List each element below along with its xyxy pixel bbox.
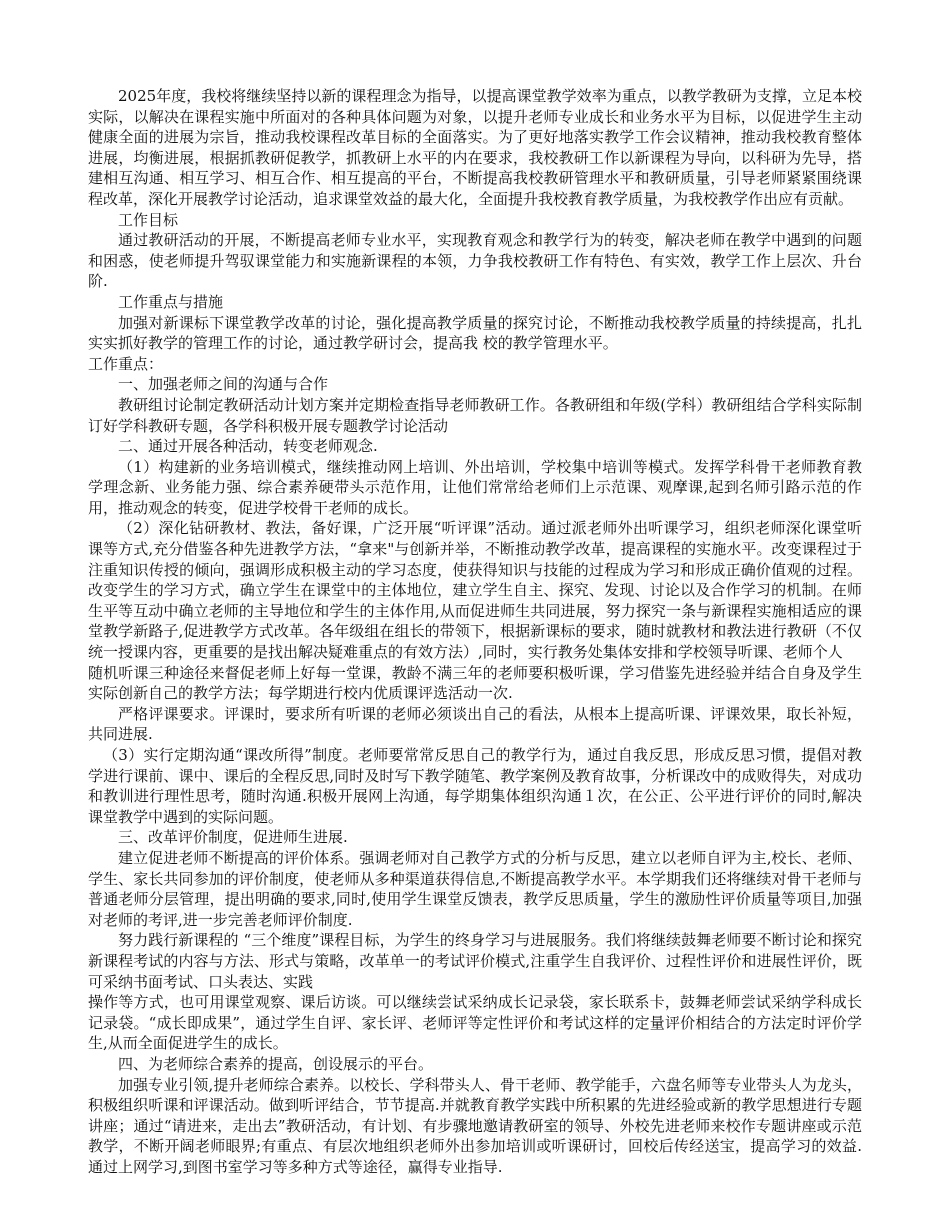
section-1-paragraph: 教研组讨论制定教研活动计划方案并定期检查指导老师教研工作。各教研组和年级(学科）教研组结合学科实际制订好学科教研专题，各学科积极开展专题教学讨论活动	[88, 395, 862, 435]
section-4-paragraph: 加强专业引领,提升老师综合素养。以校长、学科带头人、骨干老师、教学能手，六盘名师等专业带头人为龙头，积极组织听课和评课活动。做到听评结合，节节提高.并就教育教学实践中所积累的先进经验或新的教学思想进行专题讲座；通过“请进来，走出去”教研活动，有计划、有步骤地邀请教研室的领导、外校先进老师来校作专题讲座或示范教学，不断开阔老师眼界;有重点、有层次地组织老师外出参加培训或听课研讨，回校后传经送宝，提高学习的效益.通过上网学习,到图书室学习等多种方式等途径，赢得专业指导.	[88, 1075, 862, 1176]
heading-work-focus: 工作重点：	[88, 354, 164, 373]
evaluation-requirement-paragraph: 严格评课要求。评课时，要求所有听课的老师必须谈出自己的看法，从根本上提高听课、评课效果，取长补短，共同进展.	[88, 704, 862, 744]
item-2-continuation: 随机听课三种途径来督促老师上好每一堂课，教龄不满三年的老师要积极听课，学习借鉴先进经验并结合自身及学生实际创新自己的教学方法；每学期进行校内优质课评选活动一次.	[88, 663, 862, 703]
three-dimensions-continuation: 操作等方式，也可用课堂观察、课后访谈。可以继续尝试采纳成长记录袋，家长联系卡，鼓舞老师尝试采纳学科成长记录袋。“成长即成果”，通过学生自评、家长评、老师评等定性评价和考试这样的定量评价相结合的方法定时评价学生,从而全面促进学生的成长。	[88, 993, 862, 1053]
item-2-paragraph: （2）深化钻研教材、教法，备好课，广泛开展“听评课”活动。通过派老师外出听课学习，组织老师深化课堂听课等方式,充分借鉴各种先进教学方法，“拿来"与创新并举，不断推动教学改革，提高课程的实施水平。改变课程过于注重知识传授的倾向，强调形成积极主动的学习态度，使获得知识与技能的过程成为学习和形成正确价值观的过程。改变学生的学习方式，确立学生在课堂中的主体地位，建立学生自主、探究、发现、讨论以及合作学习的机制。在师生平等互动中确立老师的主导地位和学生的主体作用,从而促进师生共同进展，努力探究一条与新课程实施相适应的课堂教学新路子,促进教学方式改革。各年级组在组长的带领下，根据新课标的要求，随时就教材和教法进行教研（不仅统一授课内容，更重要的是找出解决疑难重点的有效方法）,同时，实行教务处集体安排和学校领导听课、老师个人	[88, 519, 862, 662]
key-measures-paragraph: 加强对新课标下课堂教学改革的讨论，强化提高教学质量的探究讨论，不断推动我校教学质量的持续提高，扎扎实实抓好教学的管理工作的讨论，通过教学研讨会，提高我 校的教学管理水平。	[88, 313, 862, 353]
section-4-heading: 四、为老师综合素养的提高，创设展示的平台。	[118, 1054, 434, 1073]
heading-work-goals: 工作目标	[118, 210, 179, 229]
item-1-paragraph: （1）构建新的业务培训模式，继续推动网上培训、外出培训，学校集中培训等模式。发挥学科骨干老师教育教学理念新、业务能力强、综合素养硬带头示范作用，让他们常常给老师们上示范课、观摩课,起到名师引路示范的作用，推动观念的转变，促进学校骨干老师的成长。	[88, 457, 862, 517]
section-1-heading: 一、加强老师之间的沟通与合作	[118, 375, 329, 394]
item-3-paragraph: （3）实行定期沟通“课改所得”制度。老师要常常反思自己的教学行为，通过自我反思，形成反思习惯，提倡对教学进行课前、课中、课后的全程反思,同时及时写下教学随笔、教学案例及教育故事，分析课改中的成败得失，对成功和教训进行理性思考，随时沟通.积极开展网上沟通，每学期集体组织沟通１次，在公正、公平进行评价的同时,解决课堂教学中遇到的实际问题。	[88, 746, 862, 826]
three-dimensions-paragraph: 努力践行新课程的 “三个维度”课程目标，为学生的终身学习与进展服务。我们将继续鼓舞老师要不断讨论和探究新课程考试的内容与方法、形式与策略，改革单一的考试评价模式,注重学生自我评价、过程性评价和进展性评价，既可采纳书面考试、口头表达、实践	[88, 931, 862, 991]
intro-paragraph: 2025年度，我校将继续坚持以新的课程理念为指导，以提高课堂教学效率为重点，以教学教研为支撑，立足本校实际，以解决在课程实施中所面对的各种具体问题为对象，以提升老师专业成长和业务水平为目标，以促进学生主动健康全面的进展为宗旨，推动我校课程改革目标的全面落实。为了更好地落实教学工作会议精神，推动我校教育整体进展，均衡进展，根据抓教研促教学，抓教研上水平的内在要求，我校教研工作以新课程为导向，以科研为先导，搭建相互沟通、相互学习、相互合作、相互提高的平台，不断提高我校教研管理水平和教研质量，引导老师紧紧围绕课程改革，深化开展教学讨论活动，追求课堂效益的最大化，全面提升我校教育教学质量，为我校教学作出应有贡献。	[88, 87, 862, 208]
section-3-heading: 三、改革评价制度，促进师生进展.	[118, 828, 348, 847]
heading-key-measures: 工作重点与措施	[118, 292, 224, 311]
section-3-paragraph: 建立促进老师不断提高的评价体系。强调老师对自己教学方式的分析与反思，建立以老师自评为主,校长、老师、学生、家长共同参加的评价制度，使老师从多种渠道获得信息,不断提高教学水平。本学期我们还将继续对骨干老师与普通老师分层管理，提出明确的要求,同时,使用学生课堂反馈表，教学反思质量，学生的激励性评价质量等项目,加强对老师的考评,进一步完善老师评价制度.	[88, 848, 862, 929]
section-2-heading: 二、通过开展各种活动，转变老师观念.	[118, 437, 378, 456]
work-goals-paragraph: 通过教研活动的开展，不断提高老师专业水平，实现教育观念和教学行为的转变，解决老师在教学中遇到的问题和困惑，使老师提升驾驭课堂能力和实施新课程的本领，力争我校教研工作有特色、有实效，教学工作上层次、升台阶.	[88, 231, 862, 291]
